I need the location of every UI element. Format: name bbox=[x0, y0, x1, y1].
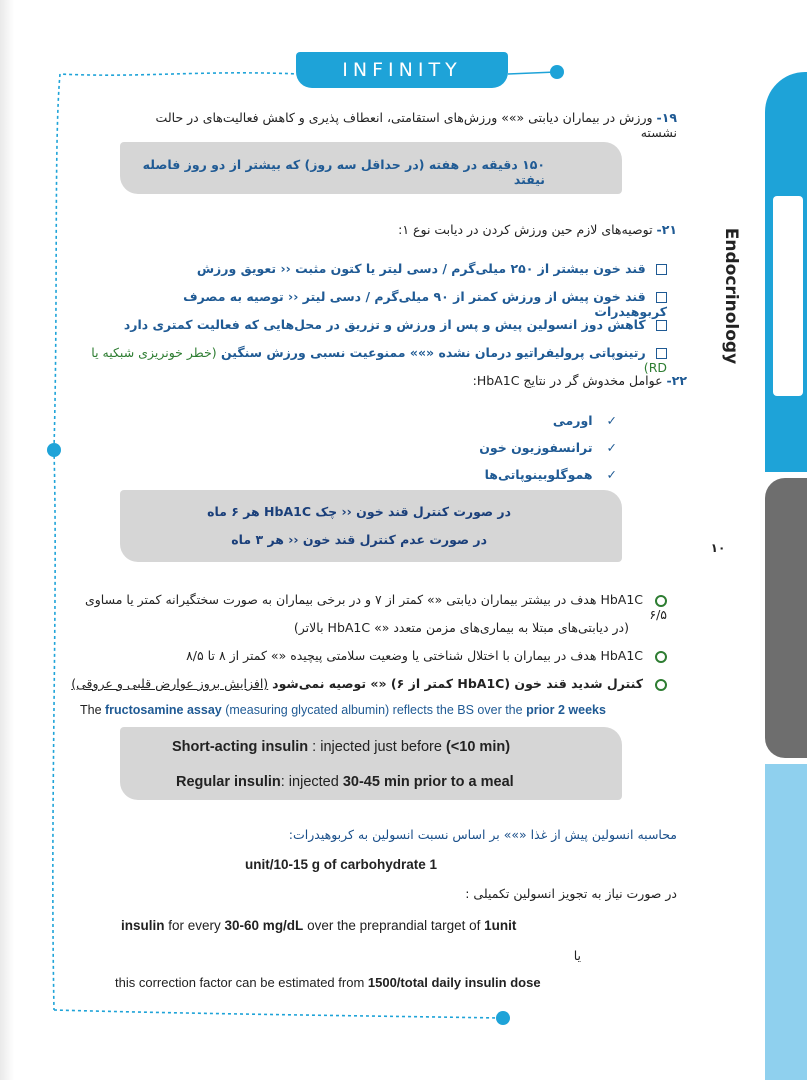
subject-label: Endocrinology bbox=[721, 227, 741, 365]
q22-item-text: ترانسفوزیون خون bbox=[479, 440, 593, 455]
q22-item bbox=[317, 413, 617, 428]
hba1c-bullet-cont: (در دیابتی‌های مبتلا به بیماری‌های مزمن متعدد «» HbA1C بالاتر) bbox=[293, 620, 629, 635]
subject-tab-label-bg bbox=[773, 196, 803, 396]
q22-item-text: اورمی bbox=[552, 413, 593, 428]
calc-supp-line bbox=[121, 918, 516, 933]
calc-supp-mid: for every bbox=[164, 918, 225, 933]
hba1c-bullet-text: HbA1C هدف در بیشتر بیماران دیابتی «» کمتر از ۷ و در برخی بیماران به صورت سختگیرانه کمتر یا مساوی ۶/۵ bbox=[84, 592, 667, 622]
insulin-line-1 bbox=[172, 739, 602, 755]
q19-body: ورزش در بیماران دیابتی «»» ورزش‌های استقامتی، انعطاف پذیری و کاهش فعالیت‌های در حالت نشسته bbox=[155, 110, 677, 140]
q22-box-line1: در صورت کنترل قند خون ‹‹ چک HbA1C هر ۶ ماه bbox=[207, 504, 511, 519]
q21-item-text: قند خون بیشتر از ۲۵۰ میلی‌گرم / دسی لیتر یا کتون مثبت ‹‹ تعویق ورزش bbox=[196, 261, 646, 276]
hba1c-bullet-text: HbA1C هدف در بیماران با اختلال شناختی یا وضعیت سلامتی پیچیده «» کمتر از ۸ تا ۸/۵ bbox=[186, 648, 644, 663]
bottom-tab bbox=[765, 764, 807, 1080]
calc-cf-bold: 1500/total daily insulin dose bbox=[367, 975, 541, 990]
calc-supp-heading: در صورت نیاز به تجویز انسولین تکمیلی : bbox=[465, 886, 677, 901]
page-number-badge bbox=[707, 537, 729, 559]
checkbox-icon bbox=[656, 264, 667, 275]
hba1c-bullet bbox=[67, 592, 667, 622]
q22-item-text: هموگلوبینوپاتی‌ها bbox=[484, 467, 593, 482]
insulin-line-2 bbox=[176, 774, 606, 790]
fructosamine-mid: (measuring glycated albumin) reflects the BS over the bbox=[221, 703, 527, 717]
q19-box-text: ۱۵۰ دقیقه در هفته (در حداقل سه روز) که بیشتر از دو روز فاصله نیفتد bbox=[142, 157, 545, 187]
checkmark-icon: ✓ bbox=[606, 440, 617, 455]
q21-item bbox=[107, 261, 667, 276]
fructosamine-term: fructosamine assay bbox=[105, 703, 222, 717]
checkbox-icon bbox=[656, 348, 667, 359]
checkmark-icon: ✓ bbox=[606, 467, 617, 482]
calc-supp-term: insulin bbox=[121, 918, 165, 933]
q21-item-text: قند خون پیش از ورزش کمتر از ۹۰ میلی‌گرم / دسی لیتر ‹‹ توصیه به مصرف کربوهیدرات bbox=[183, 289, 667, 319]
q22-intro-text: عوامل مخدوش گر در نتایج HbA1C: bbox=[472, 373, 663, 388]
insulin-term: Regular insulin bbox=[176, 774, 281, 790]
q21-intro-text: توصیه‌های لازم حین ورزش کردن در دیابت نوع ۱: bbox=[398, 222, 653, 237]
q21-item-text: رتینوپاتی پرولیفراتیو درمان نشده «»» ممنوعیت نسبی ورزش سنگین bbox=[220, 345, 646, 360]
q22-number: ۲۲- bbox=[666, 373, 687, 388]
author-label: دکتر امیر بیرم جم bbox=[717, 600, 733, 724]
page-number: ۱۰ bbox=[710, 541, 726, 555]
checkbox-icon bbox=[656, 320, 667, 331]
hba1c-bullet bbox=[67, 648, 667, 663]
q22-box-line2: در صورت عدم کنترل قند خون ‹‹ هر ۳ ماه bbox=[231, 532, 487, 547]
q19-number: ۱۹- bbox=[656, 110, 677, 125]
calc-supp-rest: over the preprandial target of bbox=[303, 918, 485, 933]
q21-item bbox=[87, 345, 667, 375]
q22-box bbox=[120, 490, 622, 562]
q21-intro bbox=[117, 222, 677, 237]
circle-bullet-icon bbox=[655, 651, 667, 663]
infinity-banner: INFINITY bbox=[296, 52, 508, 88]
calc-heading: محاسبه انسولین پیش از غذا «»» بر اساس نسبت انسولین به کربوهیدرات: bbox=[288, 827, 677, 842]
insulin-bold: (<10 min) bbox=[445, 739, 511, 755]
circle-bullet-icon bbox=[655, 595, 667, 607]
q22-intro bbox=[127, 373, 687, 388]
insulin-term: Short-acting insulin bbox=[172, 739, 309, 755]
calc-or: یا bbox=[573, 948, 581, 963]
q19-text bbox=[117, 110, 677, 140]
circle-bullet-icon bbox=[655, 679, 667, 691]
fructosamine-pre: The bbox=[80, 703, 106, 717]
hba1c-bullet bbox=[67, 676, 667, 691]
author-tab bbox=[765, 478, 807, 758]
calc-cf-pre: this correction factor can be estimated from bbox=[115, 975, 368, 990]
calc-ratio: unit/10-15 g of carbohydrate 1 bbox=[245, 857, 438, 872]
checkmark-icon: ✓ bbox=[606, 413, 617, 428]
fructosamine-end: prior 2 weeks bbox=[526, 703, 606, 717]
calc-supp-end: 1unit bbox=[484, 918, 517, 933]
q21-item bbox=[107, 289, 667, 319]
calc-cf-line bbox=[115, 975, 541, 990]
calc-supp-range: 30-60 mg/dL bbox=[224, 918, 304, 933]
hba1c-bullet-text: کنترل شدید قند خون (HbA1C کمتر از ۶) «» توصیه نمی‌شود bbox=[272, 676, 644, 691]
fructosamine-line bbox=[80, 703, 680, 717]
q21-item bbox=[107, 317, 667, 332]
q22-item bbox=[317, 467, 617, 482]
insulin-rest: : injected bbox=[280, 774, 343, 790]
q21-item-note: (خطر خونریزی شبکیه یا RD) bbox=[91, 345, 667, 375]
q21-number: ۲۱- bbox=[656, 222, 677, 237]
insulin-rest: : injected just before bbox=[308, 739, 446, 755]
q21-item-text: کاهش دوز انسولین پیش و پس از ورزش و تزریق در محل‌هایی که فعالیت کمتری دارد bbox=[123, 317, 646, 332]
insulin-bold: 30-45 min prior to a meal bbox=[342, 774, 514, 790]
hba1c-bullet-note: (افزایش بروز عوارض قلبی و عروقی) bbox=[71, 676, 269, 691]
checkbox-icon bbox=[656, 292, 667, 303]
q22-item bbox=[317, 440, 617, 455]
